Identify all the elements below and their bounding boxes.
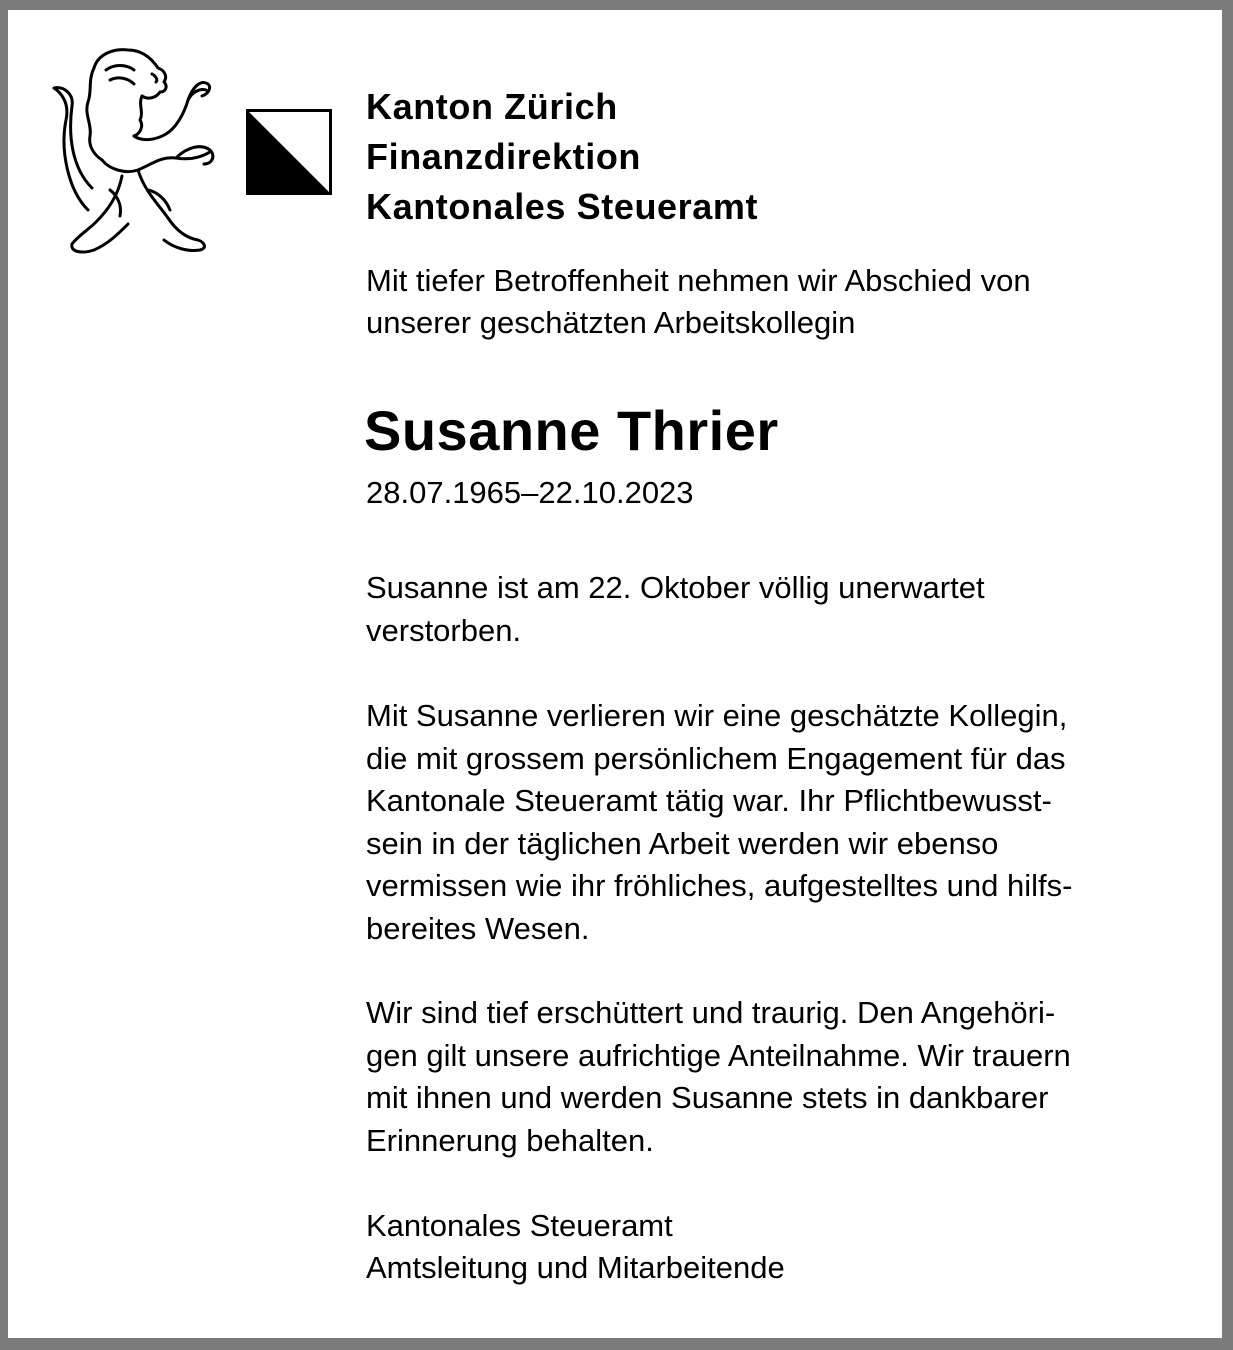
zurich-coat-of-arms-icon — [246, 109, 332, 195]
paragraph-death-notice: Susanne ist am 22. Oktober völlig unerwartet verstorben. — [366, 570, 985, 648]
signature — [366, 1205, 785, 1289]
intro-text: Mit tiefer Betroffenheit nehmen wir Abschied von unserer geschätzten Arbeitskollegin — [366, 263, 1031, 340]
signature-office: Kantonales Steueramt — [366, 1208, 673, 1243]
heading-canton: Kanton Zürich — [366, 86, 618, 127]
signature-staff: Amtsleitung und Mitarbeitende — [366, 1250, 785, 1285]
life-dates: 28.07.1965–22.10.2023 — [366, 475, 694, 510]
paragraph-tribute: Mit Susanne verlieren wir eine geschätzte Kollegin, die mit grossem persönlichem Engagement für das Kantonale Steueramt tätig war. Ihr Pflichtbewusst- sein in der täglichen Arbeit werden wir ebenso vermissen wie ihr fröhliches, aufgestelltes und hilfs- bereites Wesen. — [366, 698, 1073, 946]
zurich-lion-icon — [48, 40, 220, 260]
heading-office: Kantonales Steueramt — [366, 186, 759, 227]
heading-directorate: Finanzdirektion — [366, 136, 642, 177]
authority-heading — [366, 82, 758, 232]
deceased-name: Susanne Thrier — [364, 399, 779, 462]
obituary-notice — [8, 10, 1222, 1338]
paragraph-condolence: Wir sind tief erschüttert und traurig. Den Angehöri- gen gilt unsere aufrichtige Anteilnahme. Wir trauern mit ihnen und werden Susanne stets in dankbarer Erinnerung behalten. — [366, 995, 1071, 1158]
